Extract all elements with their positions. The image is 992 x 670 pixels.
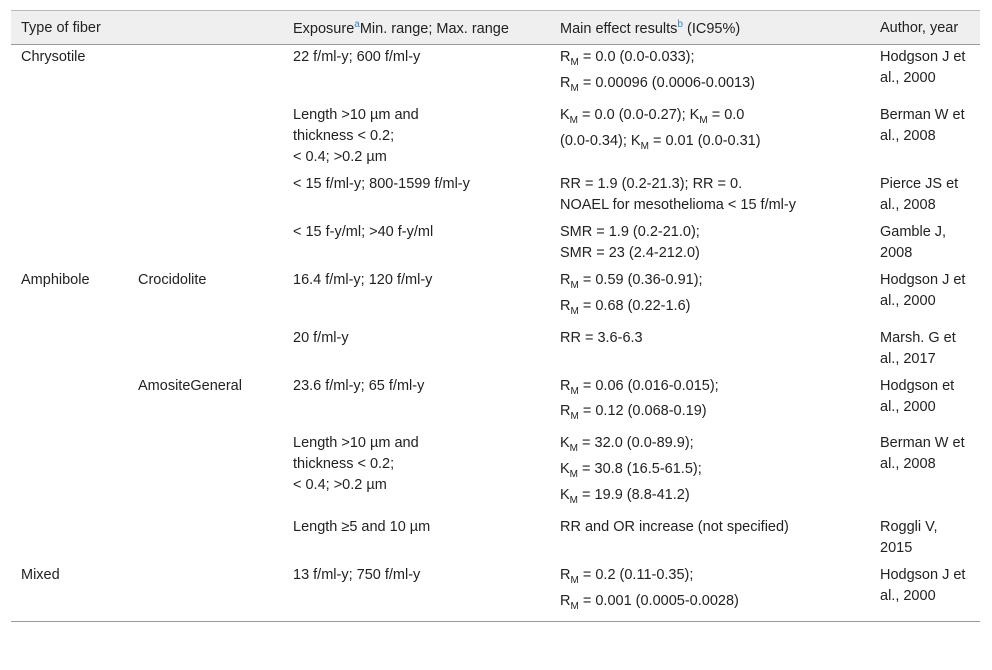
subscript: M — [570, 279, 579, 291]
exposure-line: Length >10 µm and — [293, 106, 419, 123]
effect-line: SMR = 23 (2.4-212.0) — [560, 244, 700, 261]
cell-author: Pierce JS et al., 2008 — [880, 175, 959, 213]
effect-line: $R_M = 0.06$ (0.016-0.015); — [560, 377, 719, 397]
subscript: M — [570, 56, 579, 68]
cell-author: Berman W et al., 2008 — [880, 435, 965, 473]
table-header — [11, 11, 980, 45]
header-type-label: Type of fiber — [21, 19, 101, 36]
exposure-line: Length ≥5 and 10 µm — [293, 519, 431, 536]
cell-fiber-subtype — [128, 172, 283, 220]
header-effect-label: Main effect results — [560, 20, 678, 37]
exposure-line: 20 f/ml-y — [293, 329, 349, 346]
effect-line: (0.0-0.34); $K_M = 0.01$ (0.0-0.31) — [560, 132, 761, 152]
cell-fiber-type — [11, 326, 128, 374]
exposure-line: < 0.4; >0.2 µm — [293, 148, 387, 165]
table-row — [11, 563, 980, 621]
exposure-line: 23.6 f/ml-y; 65 f/ml-y — [293, 377, 425, 394]
subscript: M — [570, 385, 579, 397]
table-row — [11, 103, 980, 172]
footnote-a-marker[interactable]: a — [354, 18, 360, 30]
effect-line: $K_M = 0.0$ (0.0-0.27); $K_M = 0.0$ — [560, 106, 745, 126]
effect-line: NOAEL for mesothelioma < 15 f/ml-y — [560, 196, 796, 213]
effect-line: RR = 1.9 (0.2-21.3); RR = 0. — [560, 175, 743, 192]
table-row — [11, 268, 980, 326]
cell-fiber-subtype — [128, 103, 283, 172]
cell-effect — [550, 103, 870, 172]
effect-line: $R_M = 0.59$ (0.36-0.91); — [560, 271, 703, 291]
exposure-line: 16.4 f/ml-y; 120 f/ml-y — [293, 271, 433, 288]
subscript: M — [570, 574, 579, 586]
effect-line: RR = 3.6-6.3 — [560, 329, 643, 346]
footnote-b-marker[interactable]: b — [677, 18, 683, 30]
cell-fiber-subtype: AmositeGeneral — [138, 377, 242, 394]
table-row — [11, 431, 980, 515]
header-effect — [550, 11, 870, 45]
cell-exposure — [283, 431, 550, 515]
cell-fiber-type — [11, 431, 128, 515]
cell-effect — [550, 431, 870, 515]
table-body — [11, 45, 980, 622]
cell-fiber-type — [11, 515, 128, 563]
header-row — [11, 11, 980, 45]
cell-fiber-subtype: Crocidolite — [138, 271, 207, 288]
header-exposure-range: Min. range; Max. range — [359, 20, 509, 37]
subscript: M — [570, 411, 579, 423]
subscript: M — [569, 469, 579, 481]
table-row — [11, 326, 980, 374]
cell-author: Hodgson J et al., 2000 — [870, 563, 980, 621]
subscript: M — [640, 140, 649, 152]
cell-exposure — [283, 220, 550, 268]
cell-effect — [550, 268, 870, 326]
cell-author: Berman W et al., 2008 — [880, 106, 965, 144]
header-exposure-label: Exposure — [293, 20, 355, 37]
cell-author: Hodgson J et al., 2000 — [880, 49, 966, 86]
header-effect-ci: (IC95%) — [682, 20, 741, 37]
cell-fiber-subtype — [128, 220, 283, 268]
cell-fiber-type: Chrysotile — [21, 49, 86, 65]
cell-fiber-type — [11, 172, 128, 220]
cell-fiber-type — [11, 374, 128, 432]
subscript: M — [570, 305, 579, 317]
cell-exposure — [283, 515, 550, 563]
cell-author: Roggli V, 2015 — [880, 519, 938, 557]
subscript: M — [570, 82, 579, 94]
cell-fiber-type — [11, 103, 128, 172]
header-exposure — [283, 11, 550, 45]
cell-fiber-subtype — [128, 515, 283, 563]
effect-line: $R_M = 0.00096$ (0.0006-0.0013) — [560, 74, 755, 94]
cell-effect — [550, 172, 870, 220]
cell-fiber-type: Amphibole — [21, 271, 90, 288]
cell-fiber-subtype — [128, 45, 283, 103]
cell-exposure — [283, 172, 550, 220]
header-author — [870, 11, 980, 45]
table-row — [11, 45, 980, 103]
subscript: M — [699, 114, 708, 126]
exposure-line: 13 f/ml-y; 750 f/ml-y — [293, 567, 421, 584]
cell-exposure — [283, 268, 550, 326]
header-type — [11, 11, 283, 45]
effect-line: RR and OR increase (not specified) — [560, 519, 789, 536]
cell-exposure — [283, 103, 550, 172]
cell-author: Hodgson et al., 2000 — [880, 377, 955, 415]
header-author-label: Author, year — [880, 19, 959, 36]
cell-effect — [550, 563, 870, 621]
exposure-line: < 15 f-y/ml; >40 f-y/ml — [293, 223, 434, 240]
cell-author: Hodgson J et al., 2000 — [880, 271, 966, 309]
cell-author: Gamble J, 2008 — [880, 223, 947, 261]
effect-line: $K_M = 32.0$ (0.0-89.9); — [560, 435, 694, 455]
exposure-line: Length >10 µm and — [293, 435, 419, 452]
effect-line: $R_M = 0.12$ (0.068-0.19) — [560, 403, 707, 423]
cell-fiber-subtype — [128, 563, 283, 621]
effect-line: $R_M = 0.2$ (0.11-0.35); — [560, 567, 694, 586]
cell-fiber-subtype — [128, 431, 283, 515]
exposure-line: < 15 f/ml-y; 800-1599 f/ml-y — [293, 175, 470, 192]
cell-exposure — [283, 45, 550, 103]
cell-exposure — [283, 326, 550, 374]
exposure-line: thickness < 0.2; — [293, 456, 395, 473]
cell-exposure — [283, 374, 550, 432]
exposure-line: < 0.4; >0.2 µm — [293, 477, 387, 494]
subscript: M — [570, 600, 579, 612]
effect-line: $K_M = 30.8$ (16.5-61.5); — [560, 461, 702, 481]
effect-line: $R_M = 0.0$ (0.0-0.033); — [560, 49, 695, 68]
cell-effect — [550, 515, 870, 563]
cell-effect — [550, 326, 870, 374]
subscript: M — [569, 114, 579, 126]
table-row — [11, 374, 980, 432]
effect-line: SMR = 1.9 (0.2-21.0); — [560, 223, 700, 240]
cell-exposure — [283, 563, 550, 621]
table-row — [11, 220, 980, 268]
cell-effect — [550, 220, 870, 268]
cell-effect — [550, 45, 870, 103]
cell-fiber-subtype — [128, 326, 283, 374]
table-row — [11, 515, 980, 563]
fiber-exposure-table — [11, 10, 980, 622]
effect-line: $K_M = 19.9$ (8.8-41.2) — [560, 487, 690, 507]
cell-fiber-type: Mixed — [11, 563, 128, 621]
subscript: M — [569, 443, 579, 455]
exposure-line: thickness < 0.2; — [293, 127, 395, 144]
exposure-line: 22 f/ml-y; 600 f/ml-y — [293, 49, 421, 65]
cell-effect — [550, 374, 870, 432]
table-row — [11, 172, 980, 220]
cell-author: Marsh. G et al., 2017 — [880, 329, 956, 367]
effect-line: $R_M = 0.001$ (0.0005-0.0028) — [560, 592, 739, 612]
cell-fiber-type — [11, 220, 128, 268]
effect-line: $R_M = 0.68$ (0.22-1.6) — [560, 297, 691, 317]
subscript: M — [569, 495, 579, 507]
